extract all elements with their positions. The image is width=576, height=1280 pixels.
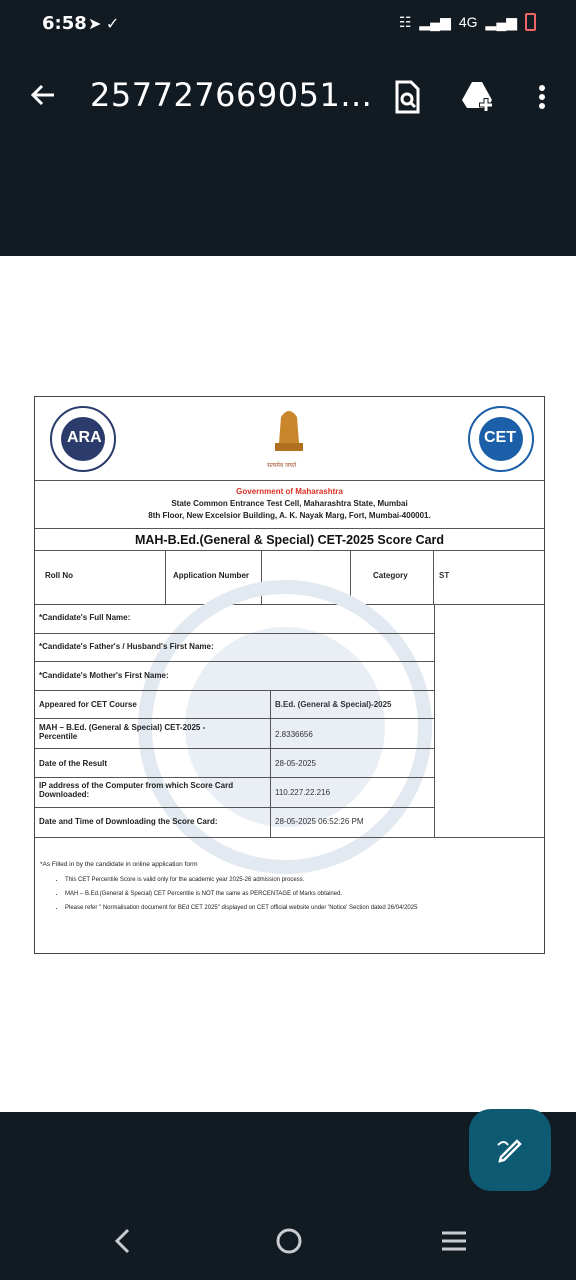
back-arrow-icon[interactable] [28, 80, 60, 112]
app-bar [0, 50, 576, 256]
telegram-icon: ➤ ✓ [88, 16, 120, 33]
issuer-block [35, 481, 544, 529]
row-divider [35, 633, 435, 634]
ara-logo-text: ARA [67, 429, 102, 446]
roll-no-label: Roll No [45, 571, 73, 580]
note-item: • This CET Percentile Score is valid only for the academic year 2025-26 admission process. [65, 877, 417, 883]
cet-logo [465, 405, 537, 473]
row-divider [35, 777, 435, 778]
pen-edit-icon [494, 1135, 526, 1167]
battery-icon [525, 13, 536, 31]
percentile-value: 2.8336656 [275, 730, 313, 739]
logo-row [35, 397, 544, 481]
ip-value: 110.227.22.216 [275, 788, 331, 797]
note-star: *As Filled in by the candidate in online application form [40, 861, 198, 868]
notes-list [65, 877, 417, 919]
search-document-icon[interactable] [392, 80, 422, 114]
notes-section [35, 837, 544, 953]
drive-add-icon[interactable] [460, 80, 490, 114]
download-time-value: 28-05-2025 06:52:26 PM [275, 817, 364, 826]
note-item: • MAH – B.Ed.(General & Special) CET Percentile is NOT the same as PERCENTAGE of Marks obtained. [65, 891, 417, 897]
result-date-label: Date of the Result [39, 759, 108, 768]
row-divider [35, 661, 435, 662]
row-divider [35, 748, 435, 749]
download-time-label: Date and Time of Downloading the Score Card: [39, 817, 218, 826]
application-number-label: Application Number [173, 571, 250, 580]
mother-name-label: *Candidate's Mother's First Name: [39, 671, 169, 680]
system-nav-bar [0, 1216, 576, 1280]
score-card [34, 396, 545, 954]
national-emblem [269, 403, 309, 475]
network-type: 4G [458, 14, 478, 30]
result-date-value: 28-05-2025 [275, 759, 316, 768]
cell-line: State Common Entrance Test Cell, Maharashtra State, Mumbai [171, 499, 408, 508]
edit-fab-button[interactable] [469, 1109, 551, 1191]
signal-icon: ▂▄▆ [419, 13, 451, 30]
percentile-label: MAH – B.Ed. (General & Special) CET-2025 - Percentile [39, 723, 206, 741]
vibrate-icon: ☷ [398, 13, 412, 30]
gov-line: Government of Maharashtra [236, 487, 343, 496]
ip-label: IP address of the Computer from which Score Card Downloaded: [39, 781, 234, 799]
candidate-name-label: *Candidate's Full Name: [39, 613, 131, 622]
category-label: Category [373, 571, 408, 580]
note-item: • Please refer " Normalisation document for BEd CET 2025" displayed on CET official website under 'Notice' Section dated 26/04/2025 [65, 905, 417, 911]
row-divider [35, 718, 435, 719]
document-title: 257727669051... [90, 76, 373, 114]
course-label: Appeared for CET Course [39, 700, 137, 709]
status-icons [399, 13, 536, 31]
course-value: B.Ed. (General & Special)-2025 [275, 700, 392, 709]
signal-icon-2: ▂▄▆ [485, 13, 517, 30]
column-divider [270, 690, 271, 837]
row-divider [35, 807, 435, 808]
nav-back-icon[interactable] [112, 1226, 134, 1263]
nav-recents-icon[interactable] [440, 1226, 468, 1263]
status-bar [0, 0, 576, 50]
nav-home-icon[interactable] [275, 1226, 303, 1263]
status-time: 6:58 [42, 13, 87, 34]
table-right-border [434, 605, 435, 837]
emblem-motto: सत्यमेव जयते [267, 463, 297, 469]
document-viewer[interactable] [0, 256, 576, 1112]
score-card-title: MAH-B.Ed.(General & Special) CET-2025 Score Card [35, 529, 544, 551]
row-divider [35, 690, 435, 691]
cet-logo-text: CET [484, 429, 516, 446]
father-name-label: *Candidate's Father's / Husband's First Name: [39, 642, 214, 651]
more-options-icon[interactable] [532, 80, 552, 114]
address-line: 8th Floor, New Excelsior Building, A. K. Nayak Marg, Fort, Mumbai-400001. [148, 511, 431, 520]
ara-logo [47, 405, 119, 473]
category-value: ST [439, 571, 450, 580]
